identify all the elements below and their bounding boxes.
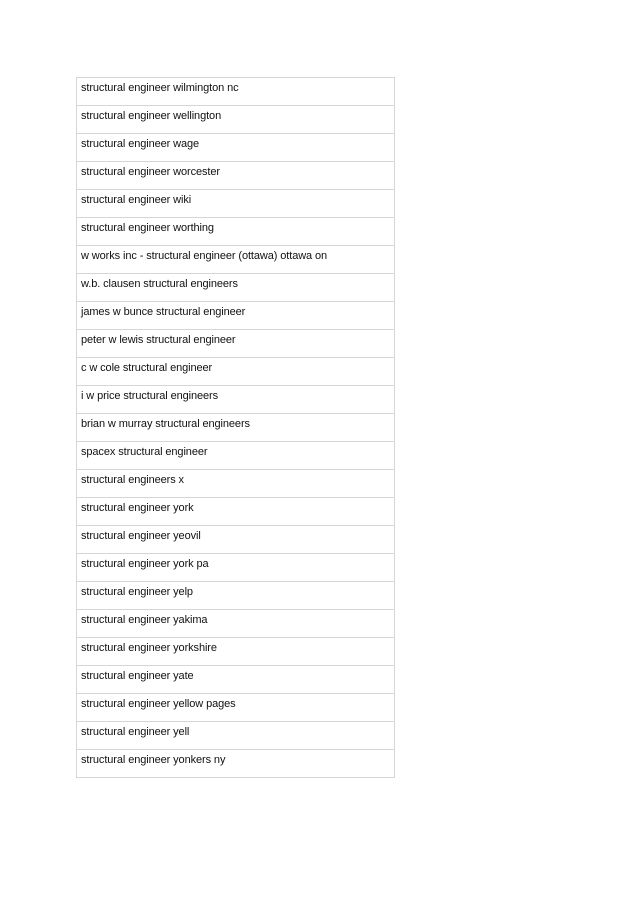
table-row [77, 722, 394, 750]
table-cell: w works inc - structural engineer (ottawa) ottawa on [81, 250, 328, 262]
table-cell: structural engineer york [81, 502, 194, 514]
table-cell: structural engineer yorkshire [81, 642, 217, 654]
table-row [77, 470, 394, 498]
keyword-table [76, 77, 395, 778]
table-row [77, 498, 394, 526]
table-row [77, 246, 394, 274]
table-cell: i w price structural engineers [81, 390, 219, 402]
table-cell: james w bunce structural engineer [81, 306, 246, 318]
table-row [77, 386, 394, 414]
table-row [77, 442, 394, 470]
table-row [77, 526, 394, 554]
table-row [77, 610, 394, 638]
table-row [77, 274, 394, 302]
table-cell: structural engineer yellow pages [81, 698, 236, 710]
table-row [77, 330, 394, 358]
table-cell: w.b. clausen structural engineers [81, 278, 238, 290]
table-cell: structural engineer wage [81, 138, 200, 150]
table-row [77, 190, 394, 218]
table-cell: structural engineer yelp [81, 586, 193, 598]
table-row [77, 218, 394, 246]
table-cell: peter w lewis structural engineer [81, 334, 236, 346]
table-row [77, 554, 394, 582]
table-cell: structural engineer york pa [81, 558, 209, 570]
table-cell: structural engineer wiki [81, 194, 192, 206]
table-cell: structural engineer worcester [81, 166, 220, 178]
table-cell: structural engineer yeovil [81, 530, 201, 542]
table-row [77, 750, 394, 778]
table-row [77, 414, 394, 442]
table-row [77, 582, 394, 610]
table-cell: structural engineer yonkers ny [81, 754, 226, 766]
table-cell: structural engineer wellington [81, 110, 222, 122]
table-row [77, 694, 394, 722]
table-cell: structural engineer yate [81, 670, 194, 682]
table-cell: structural engineer wilmington nc [81, 82, 239, 94]
table-row [77, 638, 394, 666]
table-cell: structural engineer yakima [81, 614, 208, 626]
table-row [77, 302, 394, 330]
table-row [77, 162, 394, 190]
table-cell: structural engineers x [81, 474, 184, 486]
table-cell: spacex structural engineer [81, 446, 208, 458]
table-row [77, 106, 394, 134]
table-cell: structural engineer yell [81, 726, 190, 738]
table-cell: structural engineer worthing [81, 222, 214, 234]
table-row [77, 358, 394, 386]
table-cell: brian w murray structural engineers [81, 418, 250, 430]
table-cell: c w cole structural engineer [81, 362, 213, 374]
table-row [77, 666, 394, 694]
table-row [77, 78, 394, 106]
table-row [77, 134, 394, 162]
